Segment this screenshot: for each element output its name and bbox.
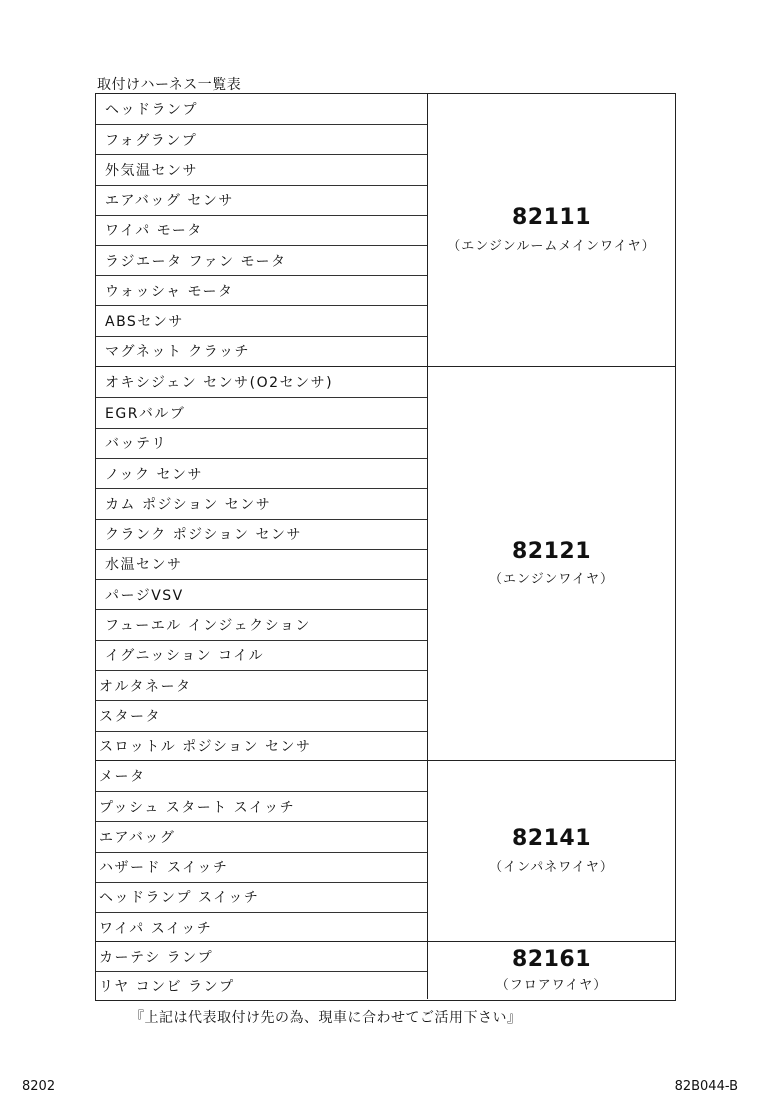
harness-item: ハザード スイッチ xyxy=(96,852,427,882)
harness-item: ワイパ スイッチ xyxy=(96,912,427,942)
page-title: 取付けハーネス一覧表 xyxy=(97,77,242,93)
harness-item: メータ xyxy=(99,769,146,786)
wire-name: （エンジンルームメインワイヤ） xyxy=(447,238,656,254)
harness-group-82111 xyxy=(96,94,675,366)
harness-item: バッテリ xyxy=(96,428,427,458)
harness-item: ヘッドランプ xyxy=(105,102,198,119)
harness-item: ウォッシャ モータ xyxy=(96,275,427,305)
harness-item: フォグランプ xyxy=(96,124,427,154)
harness-item: 水温センサ xyxy=(96,549,427,579)
harness-item: イグニッション コイル xyxy=(96,640,427,670)
harness-item: 外気温センサ xyxy=(96,154,427,184)
harness-item: クランク ポジション センサ xyxy=(96,519,427,549)
harness-item: フューエル インジェクション xyxy=(96,609,427,639)
wire-code-cell xyxy=(428,367,675,760)
wire-code: 82111 xyxy=(511,205,592,231)
group-item-list xyxy=(96,94,428,366)
wire-code-cell xyxy=(428,761,675,941)
harness-group-82141 xyxy=(96,760,675,941)
harness-item: ノック センサ xyxy=(96,458,427,488)
harness-item: EGRバルブ xyxy=(96,397,427,427)
harness-item: カーテシ ランプ xyxy=(99,949,214,966)
document-code: 82B044-B xyxy=(674,1079,738,1094)
group-item-list xyxy=(96,367,428,760)
harness-item: ABSセンサ xyxy=(96,305,427,335)
wire-name: （エンジンワイヤ） xyxy=(489,572,614,588)
wire-code-cell xyxy=(428,942,675,999)
harness-group-82161 xyxy=(96,941,675,999)
wire-code-cell xyxy=(428,94,675,366)
harness-item: マグネット クラッチ xyxy=(96,336,427,366)
harness-item: リヤ コンビ ランプ xyxy=(96,971,427,1000)
harness-item: スロットル ポジション センサ xyxy=(96,731,427,761)
harness-item: エアバッグ センサ xyxy=(96,185,427,215)
page-number: 8202 xyxy=(22,1079,56,1094)
harness-item: エアバッグ xyxy=(96,821,427,851)
harness-item: カム ポジション センサ xyxy=(96,488,427,518)
group-item-list xyxy=(96,761,428,941)
harness-item: オキシジェン センサ(O2センサ) xyxy=(105,375,334,392)
harness-item: プッシュ スタート スイッチ xyxy=(96,791,427,821)
wire-name: （フロアワイヤ） xyxy=(495,978,608,994)
wire-code: 82161 xyxy=(511,946,592,972)
harness-group-82121 xyxy=(96,366,675,760)
wire-code: 82121 xyxy=(511,538,592,564)
harness-item: パージVSV xyxy=(96,579,427,609)
harness-table xyxy=(95,93,676,1001)
group-item-list xyxy=(96,942,428,999)
harness-item: ラジエータ ファン モータ xyxy=(96,245,427,275)
harness-item: スタータ xyxy=(96,700,427,730)
harness-item: ワイパ モータ xyxy=(96,215,427,245)
wire-name: （インパネワイヤ） xyxy=(489,859,614,875)
footnote: 『上記は代表取付け先の為、現車に合わせてご活用下さい』 xyxy=(130,1010,522,1026)
wire-code: 82141 xyxy=(511,826,592,852)
harness-item: ヘッドランプ スイッチ xyxy=(96,882,427,912)
harness-item: オルタネータ xyxy=(96,670,427,700)
